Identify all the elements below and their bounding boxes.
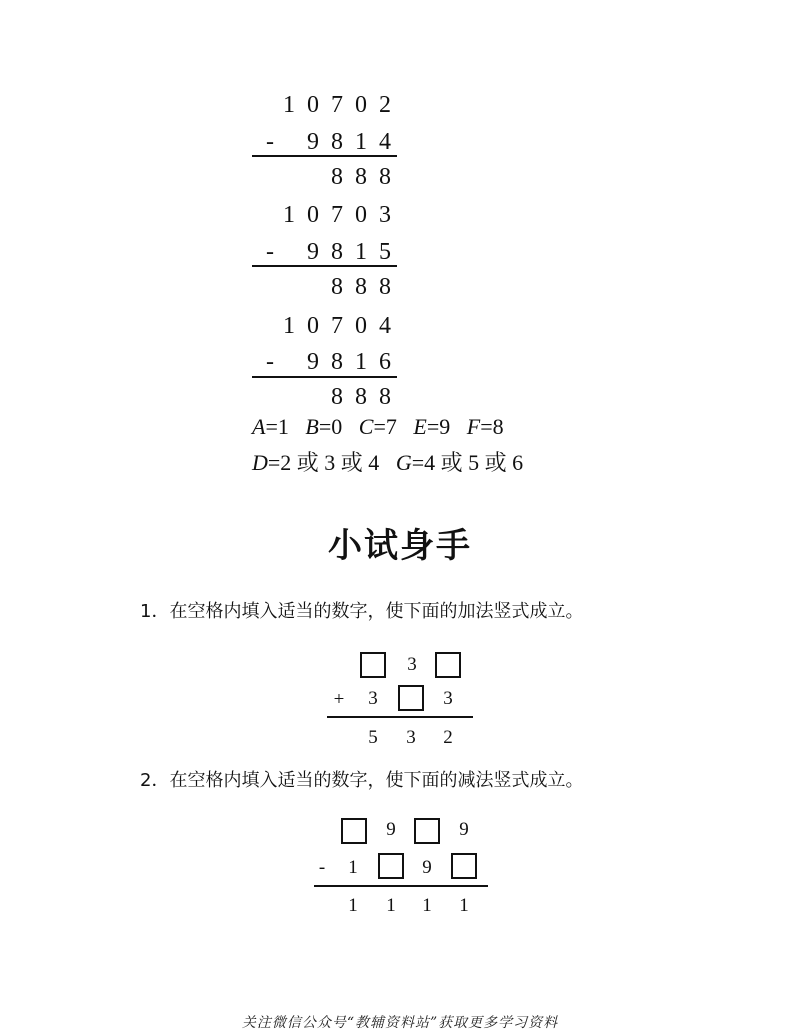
minus-sign: - (266, 129, 274, 155)
digit: 0 (307, 92, 319, 118)
digit: 8 (355, 164, 367, 190)
minus-sign: - (266, 349, 274, 375)
digit: 5 (379, 239, 391, 265)
solution-term: F=8 (466, 414, 504, 439)
solution-term: E=9 (413, 414, 451, 439)
sum-line (252, 265, 397, 267)
digit: 1 (386, 895, 396, 916)
digit: 4 (379, 129, 391, 155)
solution-term: G=4 或 5 或 6 (395, 450, 524, 475)
digit: 1 (348, 895, 358, 916)
problem-1-label: 1．在空格内填入适当的数字，使下面的加法竖式成立。 (140, 601, 584, 622)
digit: 1 (348, 857, 358, 878)
digit: 1 (355, 239, 367, 265)
digit: 3 (443, 688, 453, 709)
digit: 3 (406, 727, 416, 748)
digit: 7 (331, 202, 343, 228)
digit: 7 (331, 313, 343, 339)
digit: 8 (331, 129, 343, 155)
section-title: 小试身手 (328, 526, 472, 566)
plus-sign: + (333, 689, 345, 710)
digit: 8 (331, 274, 343, 300)
digit: 9 (307, 349, 319, 375)
solution-term: B=0 (305, 414, 343, 439)
minus-sign: - (266, 239, 274, 265)
footer-note: 关注微信公众号“教辅资料站”获取更多学习资料 (241, 1015, 559, 1031)
difference-line (314, 885, 488, 887)
solution-line-1 (252, 414, 504, 440)
digit: 1 (355, 349, 367, 375)
digit: 1 (355, 129, 367, 155)
answer-box[interactable] (451, 853, 477, 879)
solution-term: C=7 (358, 414, 397, 439)
answer-box[interactable] (378, 853, 404, 879)
digit: 0 (307, 202, 319, 228)
digit: 3 (368, 688, 378, 709)
digit: 9 (459, 819, 469, 840)
answer-box[interactable] (398, 685, 424, 711)
digit: 1 (459, 895, 469, 916)
digit: 8 (355, 274, 367, 300)
digit: 0 (307, 313, 319, 339)
digit: 1 (283, 92, 295, 118)
sum-line (252, 155, 397, 157)
solution-line-2 (252, 450, 523, 476)
digit: 9 (307, 239, 319, 265)
digit: 2 (443, 727, 453, 748)
digit: 8 (355, 384, 367, 410)
digit: 1 (422, 895, 432, 916)
minus-sign: - (318, 857, 326, 878)
digit: 9 (307, 129, 319, 155)
answer-box[interactable] (360, 652, 386, 678)
digit: 8 (331, 349, 343, 375)
digit: 0 (355, 313, 367, 339)
digit: 5 (368, 727, 378, 748)
solution-term: D=2 或 3 或 4 (252, 450, 380, 475)
digit: 8 (379, 274, 391, 300)
digit: 6 (379, 349, 391, 375)
digit: 1 (283, 313, 295, 339)
digit: 3 (379, 202, 391, 228)
digit: 9 (386, 819, 396, 840)
sum-line (327, 716, 473, 718)
digit: 8 (379, 384, 391, 410)
digit: 4 (379, 313, 391, 339)
digit: 3 (407, 654, 417, 675)
digit: 8 (331, 239, 343, 265)
digit: 9 (422, 857, 432, 878)
digit: 8 (331, 384, 343, 410)
digit: 8 (379, 164, 391, 190)
solution-term: A=1 (252, 414, 289, 439)
digit: 0 (355, 202, 367, 228)
digit: 2 (379, 92, 391, 118)
digit: 0 (355, 92, 367, 118)
answer-box[interactable] (341, 818, 367, 844)
answer-box[interactable] (435, 652, 461, 678)
digit: 1 (283, 202, 295, 228)
digit: 7 (331, 92, 343, 118)
sum-line (252, 376, 397, 378)
answer-box[interactable] (414, 818, 440, 844)
digit: 8 (331, 164, 343, 190)
problem-2-label: 2．在空格内填入适当的数字，使下面的减法竖式成立。 (140, 770, 584, 791)
